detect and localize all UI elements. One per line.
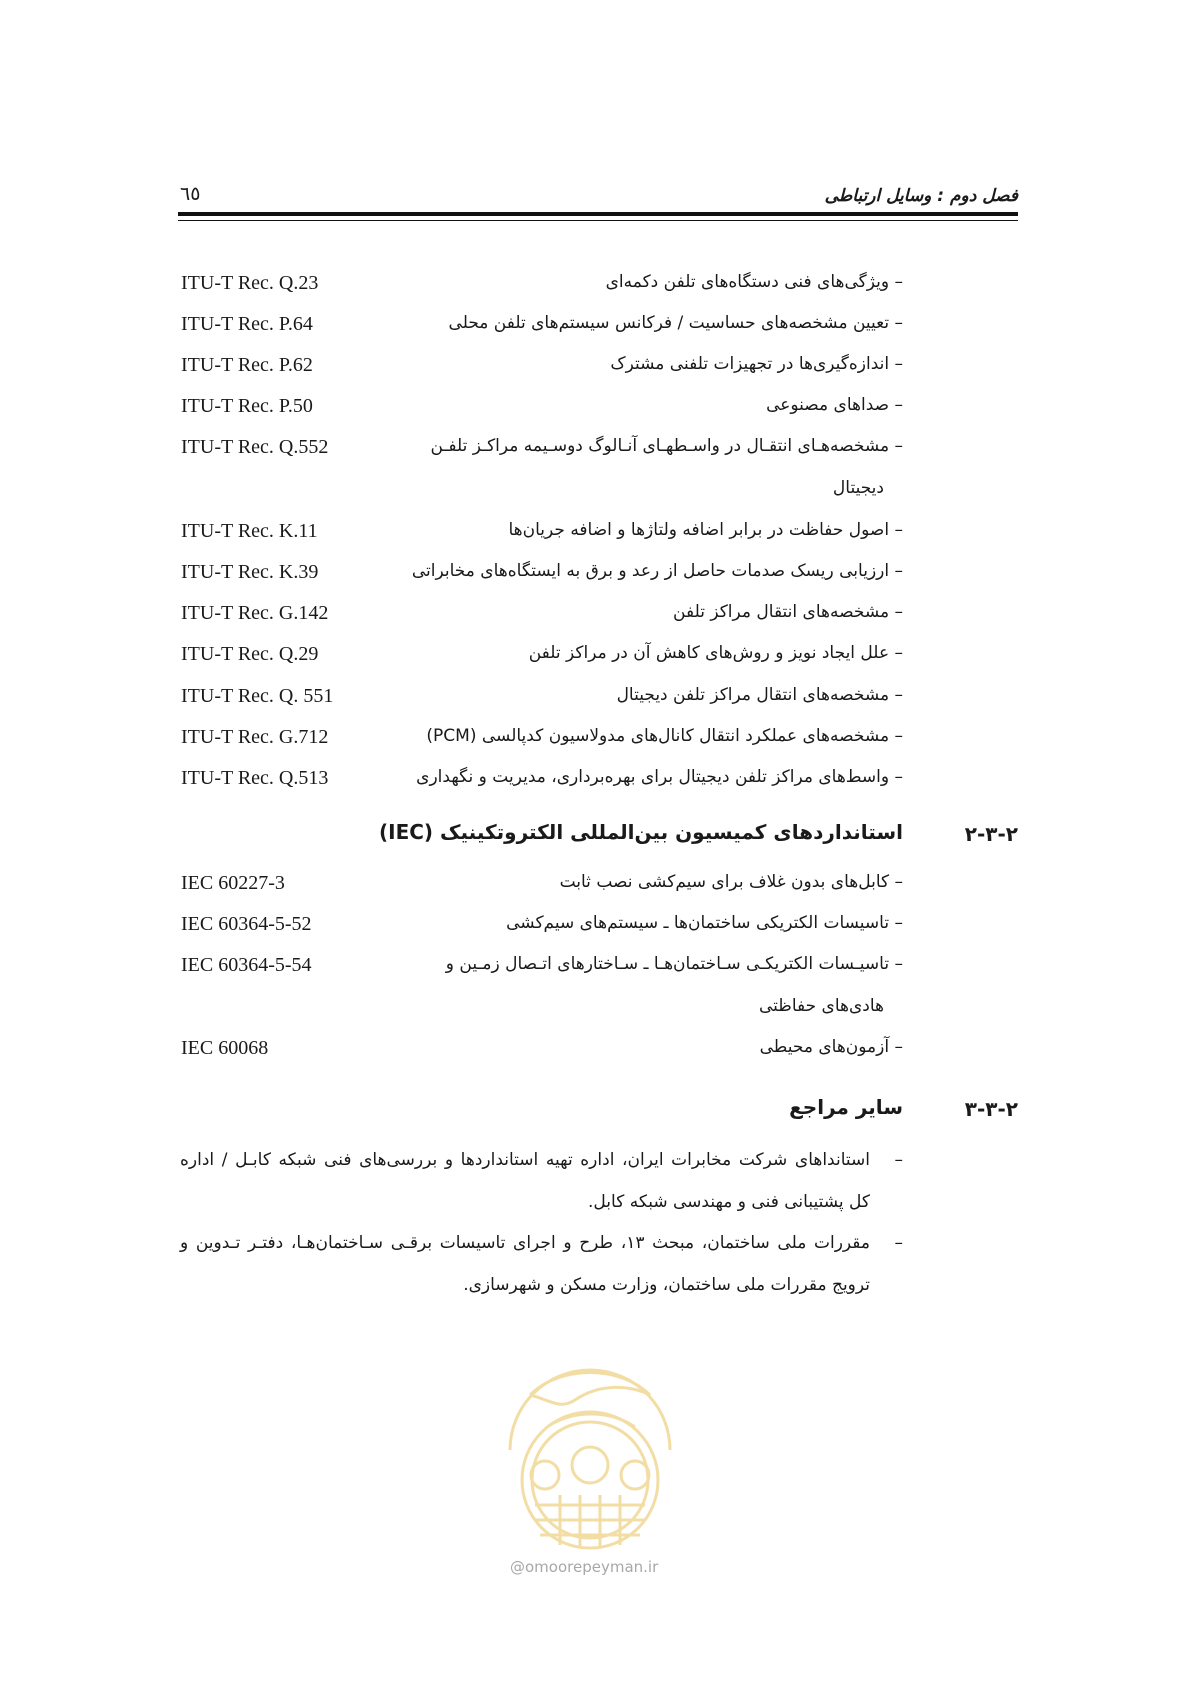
standard-code: ITU-T Rec. K.11	[181, 520, 318, 542]
list-item	[0, 561, 1190, 591]
standard-description-continued: دیجیتال	[832, 478, 884, 498]
page-number: ٦٥	[180, 183, 201, 205]
list-item	[0, 685, 1190, 715]
bullet-dash: –	[894, 1150, 903, 1170]
bullet-text-line: ترویج مقررات ملی ساختمان، وزارت مسکن و شهرسازی.	[463, 1275, 870, 1295]
standard-code: ITU-T Rec. Q. 551	[181, 685, 334, 707]
list-item	[0, 395, 1190, 425]
standard-code: IEC 60227-3	[181, 872, 285, 894]
header-rule-thick	[178, 212, 1018, 216]
standard-code: IEC 60364-5-54	[181, 954, 312, 976]
section-heading: استانداردهای کمیسیون بین‌المللی الکتروتکینیک (IEC)	[379, 820, 903, 844]
list-item	[0, 313, 1190, 343]
standard-description: – آزمون‌های محیطی	[759, 1037, 903, 1057]
list-item	[0, 767, 1190, 797]
watermark-logo	[480, 1355, 700, 1555]
standard-description: – کابل‌های بدون غلاف برای سیم‌کشی نصب ثابت	[559, 872, 903, 892]
list-item	[0, 954, 1190, 984]
header-rule-thin	[178, 220, 1018, 221]
standard-description: – صداهای مصنوعی	[766, 395, 903, 415]
list-item-continuation	[0, 478, 1190, 508]
standard-description: – تعیین مشخصه‌های حساسیت / فرکانس سیستم‌های تلفن محلی	[448, 313, 903, 333]
section-heading: سایر مراجع	[789, 1095, 903, 1119]
bullet-text-line: استانداهای شرکت مخابرات ایران، اداره تهیه استانداردها و بررسی‌های فنی شبکه کابـل / اداره	[180, 1150, 870, 1170]
standard-description: – علل ایجاد نویز و روش‌های کاهش آن در مراکز تلفن	[528, 643, 903, 663]
standard-description: – ویژگی‌های فنی دستگاه‌های تلفن دکمه‌ای	[605, 272, 903, 292]
bullet-text-line: کل پشتیبانی فنی و مهندسی شبکه کابل.	[588, 1192, 870, 1212]
standard-description: – مشخصه‌های انتقال مراکز تلفن دیجیتال	[616, 685, 903, 705]
standard-description: – واسط‌های مراکز تلفن دیجیتال برای بهره‌برداری، مدیریت و نگهداری	[416, 767, 903, 787]
list-item-continuation	[0, 996, 1190, 1026]
list-item	[0, 602, 1190, 632]
standard-code: ITU-T Rec. P.50	[181, 395, 313, 417]
standard-description: – اندازه‌گیری‌ها در تجهیزات تلفنی مشترک	[610, 354, 903, 374]
standard-code: ITU-T Rec. Q.513	[181, 767, 329, 789]
bullet-dash: –	[894, 1233, 903, 1253]
list-item	[0, 1037, 1190, 1067]
standard-description: – اصول حفاظت در برابر اضافه ولتاژها و اضافه جریان‌ها	[508, 520, 903, 540]
standard-code: ITU-T Rec. P.62	[181, 354, 313, 376]
section-number: ۳-۳-۲	[964, 1097, 1018, 1121]
standard-code: IEC 60364-5-52	[181, 913, 312, 935]
standard-code: IEC 60068	[181, 1037, 269, 1059]
list-item	[0, 913, 1190, 943]
list-item	[0, 354, 1190, 384]
standard-code: ITU-T Rec. Q.29	[181, 643, 319, 665]
list-item	[0, 726, 1190, 756]
standard-description: – مشخصه‌هـای انتقـال در واسـطهـای آنـالوگ دوسـیمه مراکـز تلفـن	[430, 436, 903, 456]
standard-code: ITU-T Rec. P.64	[181, 313, 313, 335]
standard-code: ITU-T Rec. G.712	[181, 726, 329, 748]
section-number: ۲-۳-۲	[964, 822, 1018, 846]
list-item	[0, 272, 1190, 302]
standard-code: ITU-T Rec. K.39	[181, 561, 319, 583]
list-item	[0, 436, 1190, 466]
standard-code: ITU-T Rec. Q.552	[181, 436, 329, 458]
bullet-text-line: مقررات ملی ساختمان، مبحث ۱۳، طرح و اجرای تاسیسات برقـی سـاختمان‌هـا، دفتـر تـدوین و	[180, 1233, 870, 1253]
list-item	[0, 520, 1190, 550]
standard-description-continued: هادی‌های حفاظتی	[759, 996, 884, 1016]
standard-description: – ارزیابی ریسک صدمات حاصل از رعد و برق به ایستگاه‌های مخابراتی	[411, 561, 903, 581]
watermark-url: @omoorepeyman.ir	[510, 1558, 659, 1576]
standard-description: – تاسیسات الکتریکی ساختمان‌ها ـ سیستم‌های سیم‌کشی	[506, 913, 903, 933]
standard-description: – مشخصه‌های عملکرد انتقال کانال‌های مدولاسیون کدپالسی (PCM)	[426, 726, 903, 746]
chapter-title: فصل دوم : وسایل ارتباطی	[824, 186, 1018, 206]
standard-description: – تاسیـسات الکتریکـی سـاختمان‌هـا ـ سـاختارهای اتـصال زمـین و	[445, 954, 903, 974]
standard-code: ITU-T Rec. G.142	[181, 602, 329, 624]
list-item	[0, 872, 1190, 902]
standard-code: ITU-T Rec. Q.23	[181, 272, 319, 294]
list-item	[0, 643, 1190, 673]
standard-description: – مشخصه‌های انتقال مراکز تلفن	[673, 602, 903, 622]
